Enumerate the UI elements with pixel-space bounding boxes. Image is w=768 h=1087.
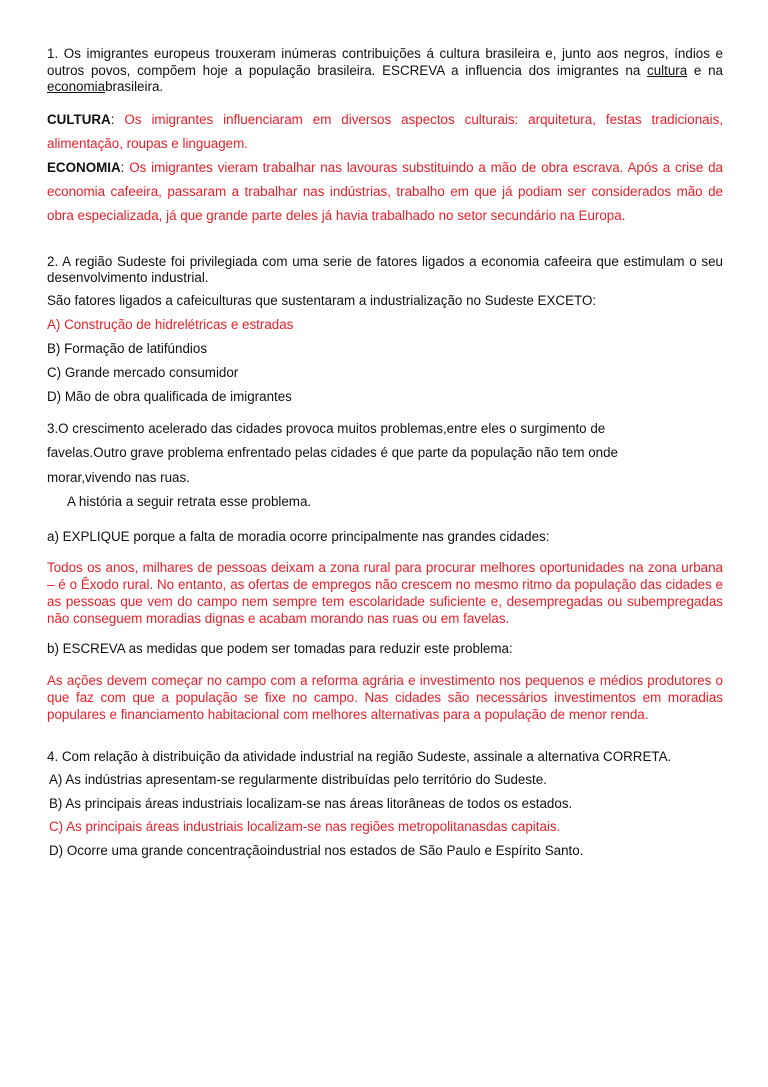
q3-b-answer: As ações devem começar no campo com a reforma agrária e investimento nos pequenos e médios produtores o que faz com que a população se fixe no campo. Nas cidades são necessários investimentos em moradias populares e financiamento habitacional com melhores alternativas para a população de menor renda. (47, 672, 723, 722)
economia-colon: : (120, 159, 130, 175)
question-4-stem: 4. Com relação à distribuição da atividade industrial na região Sudeste, assinale a alternativa CORRETA. (47, 748, 672, 764)
q3-b-question: b) ESCREVA as medidas que podem ser tomadas para reduzir este problema: (47, 641, 513, 656)
q2-option-c: C) Grande mercado consumidor (47, 364, 239, 380)
cultura-colon: : (110, 111, 125, 127)
q1-text-a: 1. Os imigrantes europeus trouxeram inúmeras contribuições á cultura brasileira e, junto aos negros, índios e outros povos, compõem hoje a população brasileira. ESCREVA a influencia dos imigrantes na (47, 46, 723, 78)
question-3-line-1: 3.O crescimento acelerado das cidades provoca muitos problemas,entre eles o surgimento de (47, 420, 606, 436)
q4-option-d: D) Ocorre uma grande concentraçãoindustrial nos estados de São Paulo e Espírito Santo. (49, 842, 584, 858)
q2-option-a: A) Construção de hidrelétricas e estradas (47, 316, 294, 332)
q3-a-question: a) EXPLIQUE porque a falta de moradia ocorre principalmente nas grandes cidades: (47, 528, 550, 544)
q1-cultura-answer-block (47, 108, 723, 156)
question-3-line-3: morar,vivendo nas ruas. (47, 469, 190, 485)
q1-text-b: e na (687, 62, 723, 78)
q1-underlined-cultura: cultura (647, 62, 688, 78)
cultura-answer: Os imigrantes influenciaram em diversos aspectos culturais: arquitetura, festas tradicionais, alimentação, roupas e linguagem. (47, 111, 723, 151)
q1-text-c: brasileira. (105, 79, 164, 94)
economia-label: ECONOMIA (47, 159, 121, 175)
question-1-stem (47, 46, 723, 96)
cultura-label: CULTURA (47, 111, 111, 127)
question-3-line-4: A história a seguir retrata esse problema. (67, 494, 312, 509)
q1-underlined-economia: economia (47, 79, 106, 94)
q4-option-b: B) As principais áreas industriais localizam-se nas áreas litorâneas de todos os estados. (49, 795, 573, 811)
document-page (47, 46, 723, 862)
q2-option-d: D) Mão de obra qualificada de imigrantes (47, 388, 292, 404)
q4-option-c: C) As principais áreas industriais localizam-se nas regiões metropolitanasdas capitais. (49, 819, 561, 834)
q2-option-b: B) Formação de latifúndios (47, 340, 208, 356)
question-2-stem: 2. A região Sudeste foi privilegiada com uma serie de fatores ligados a economia cafeeira que estimulam o seu desenvolvimento industrial. (47, 253, 723, 285)
q4-option-a: A) As indústrias apresentam-se regularmente distribuídas pelo território do Sudeste. (49, 772, 547, 787)
q1-economia-answer-block (47, 156, 723, 228)
question-3-line-2: favelas.Outro grave problema enfrentado pelas cidades é que parte da população não tem onde (47, 445, 618, 460)
economia-answer: Os imigrantes vieram trabalhar nas lavouras substituindo a mão de obra escrava. Após a crise da economia cafeeira, passaram a trabalhar nas indústrias, trabalho em que já podiam ser considerados mão de obra especializada, já que grande parte deles já havia trabalhado no setor secundário na Europa. (47, 159, 723, 223)
q3-a-answer: Todos os anos, milhares de pessoas deixam a zona rural para procurar melhores oportunidades na zona urbana – é o Êxodo rural. No entanto, as ofertas de empregos não crescem no mesmo ritmo da população das cidades e as pessoas que vem do campo nem sempre tem escolaridade suficiente e, desempregadas ou subempregadas não conseguem moradias dignas e acabam morando nas ruas ou em favelas. (47, 560, 723, 626)
question-2-prompt: São fatores ligados a cafeiculturas que sustentaram a industrialização no Sudeste EXCETO: (47, 292, 597, 308)
